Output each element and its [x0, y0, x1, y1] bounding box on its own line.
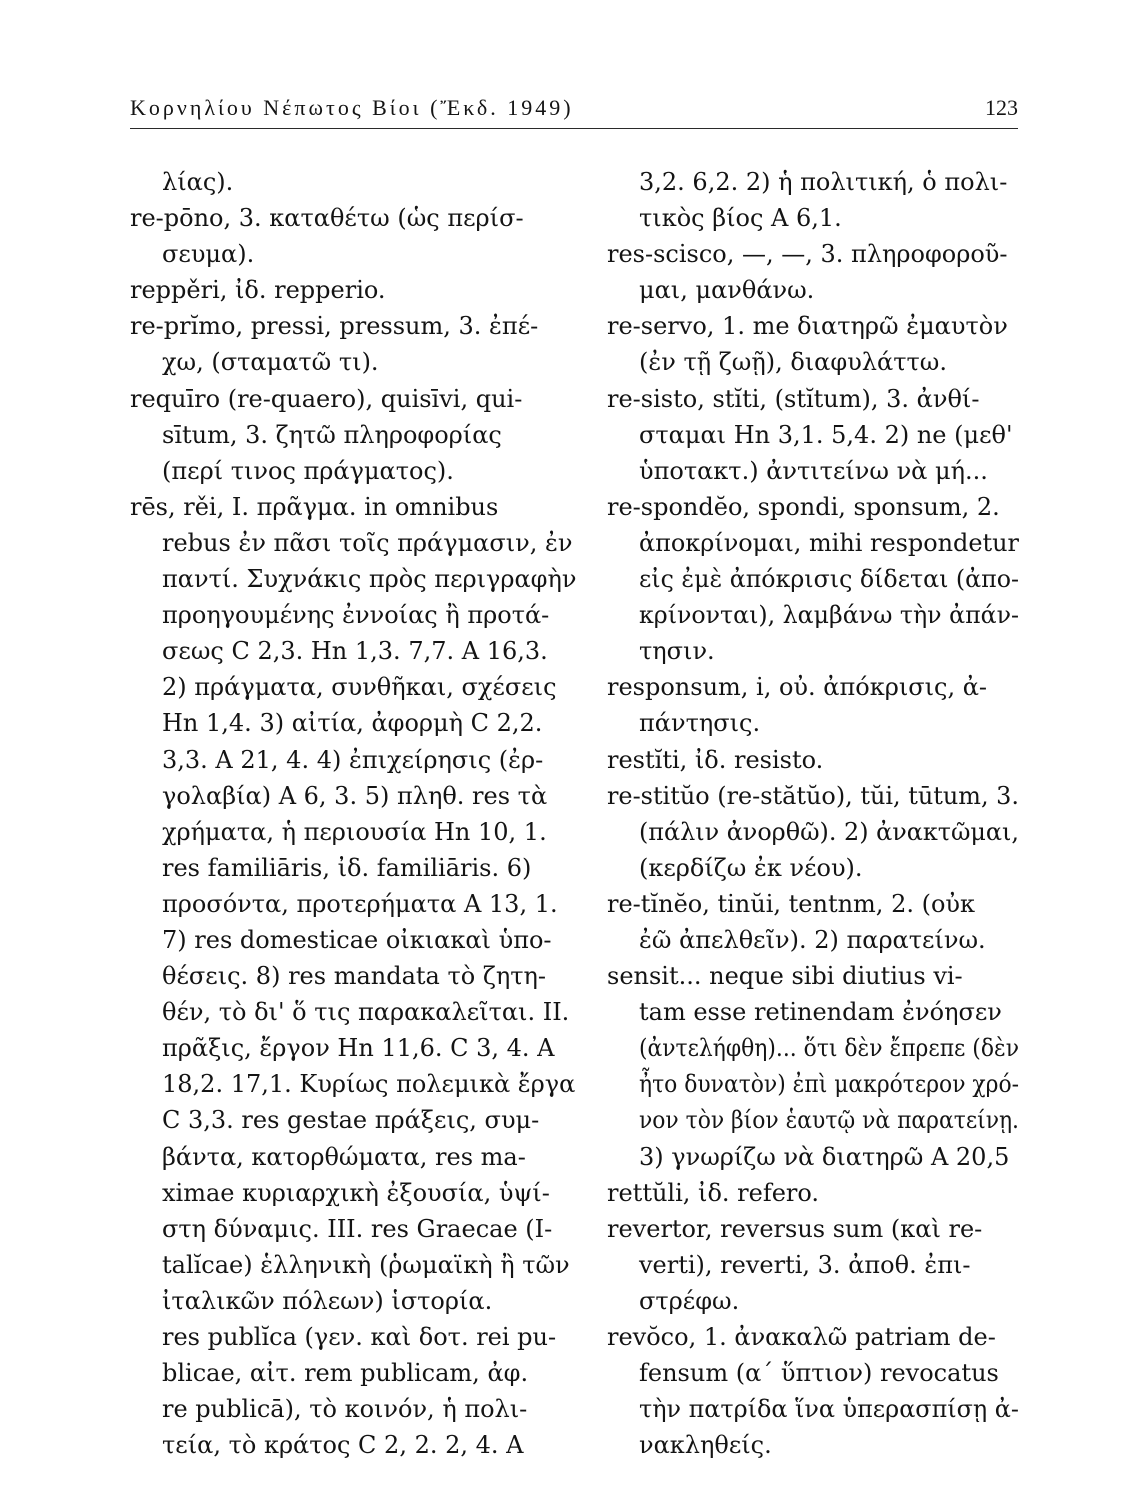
- entry-line: sītum, 3. ζητῶ πληροφορίας: [162, 420, 502, 449]
- left-column: [130, 164, 578, 1463]
- entry-line: γολαβία) A 6, 3. 5) πληθ. res τὰ: [162, 781, 548, 810]
- entry-line: res publĭca (γεν. καὶ δοτ. rei pu-: [162, 1323, 557, 1351]
- entry-line: ximae κυριαρχικὴ ἐξουσία, ὑψί-: [162, 1178, 550, 1207]
- entry-line: sensit... neque sibi diutius vi-: [607, 962, 963, 991]
- entry-line: σταμαι Hn 3,1. 5,4. 2) ne (μεθ': [639, 420, 1013, 449]
- entry-line: πρᾶξις, ἔργον Hn 11,6. C 3, 4. A: [162, 1034, 555, 1063]
- entry-line: blicae, αἰτ. rem publicam, ἀφ.: [162, 1359, 529, 1388]
- entry-line: μαι, μανθάνω.: [639, 276, 815, 305]
- entry-line: reppěri, ἰδ. repperio.: [130, 276, 386, 305]
- entry-line: λίας).: [162, 168, 234, 196]
- entry-line: (κερδίζω ἐκ νέου).: [639, 853, 863, 882]
- entry-line: σευμα).: [162, 240, 255, 269]
- entry-line: revŏco, 1. ἀνακαλῶ patriam de-: [607, 1323, 996, 1351]
- entry-line: re-sisto, stĭti, (stĭtum), 3. ἀνθί-: [607, 384, 980, 413]
- entry-line: res-scisco, —, —, 3. πληροφοροῦ-: [607, 240, 1008, 269]
- entry-line: ἰταλικῶν πόλεων) ἱστορία.: [162, 1286, 493, 1315]
- entry-line: προηγουμένης ἐννοίας ἢ προτά-: [162, 601, 550, 630]
- page-header: [130, 95, 1018, 135]
- right-column: [607, 164, 1019, 1463]
- entry-line: Hn 1,4. 3) αἰτία, ἀφορμὴ C 2,2.: [162, 709, 543, 738]
- entry-line: re publicā), τὸ κοινόν, ἡ πολι-: [162, 1395, 528, 1424]
- entry-line: re-pōno, 3. καταθέτω (ὡς περίσ-: [130, 204, 524, 233]
- running-title: Κορνηλίου Νέπωτος Βίοι (Ἔκδ. 1949): [130, 95, 574, 120]
- entry-line: τὴν πατρίδα ἵνα ὑπερασπίσῃ ἀ-: [639, 1395, 1019, 1424]
- entry-line: ἦτο δυνατὸν) ἐπὶ μακρότερον χρό-: [639, 1070, 1020, 1099]
- entry-line: τησιν.: [639, 637, 715, 666]
- entry-line: πάντησις.: [639, 709, 761, 738]
- entry-line: 18,2. 17,1. Κυρίως πολεμικὰ ἔργα: [162, 1070, 576, 1099]
- entry-line: requīro (re-quaero), quisīvi, qui-: [130, 384, 523, 413]
- entry-line: χω, (σταματῶ τι).: [162, 348, 379, 377]
- entry-line: 7) res domesticae οἰκιακαὶ ὑπο-: [162, 925, 552, 954]
- entry-line: (πάλιν ἀνορθῶ). 2) ἀνακτῶμαι,: [639, 817, 1020, 846]
- entry-line: C 3,3. res gestae πράξεις, συμ-: [162, 1106, 540, 1135]
- entry-line: θέσεις. 8) res mandata τὸ ζητη-: [162, 962, 546, 991]
- entry-line: 3) γνωρίζω νὰ διατηρῶ A 20,5: [639, 1142, 1010, 1171]
- entry-line: rēs, rěi, I. πρᾶγμα. in omnibus: [130, 492, 499, 521]
- entry-line: re-stitŭo (re-stătŭo), tŭi, tūtum, 3.: [607, 781, 1019, 810]
- entry-line: παντί. Συχνάκις πρὸς περιγραφὴν: [162, 565, 577, 594]
- entry-line: re-prĭmo, pressi, pressum, 3. ἐπέ-: [130, 312, 539, 341]
- entry-line: rebus ἐν πᾶσι τοῖς πράγμασιν, ἐν: [162, 528, 573, 557]
- entry-line: fensum (α΄ ὕπτιον) revocatus: [639, 1359, 999, 1388]
- entry-line: στη δύναμις. III. res Graecae (I-: [162, 1214, 553, 1243]
- entry-line: κρίνονται), λαμβάνω τὴν ἀπάν-: [639, 601, 1019, 630]
- entry-line: tam esse retinendam ἐνόησεν: [639, 998, 1002, 1027]
- entry-line: (ἀντελήφθη)... ὅτι δὲν ἔπρεπε (δὲν: [639, 1034, 1019, 1063]
- entry-line: re-spondĕo, spondi, sponsum, 2.: [607, 492, 1000, 521]
- entry-line: τικὸς βίος A 6,1.: [639, 204, 842, 233]
- entry-line: 3,3. A 21, 4. 4) ἐπιχείρησις (ἐρ-: [162, 745, 544, 774]
- entry-line: χρήματα, ἡ περιουσία Hn 10, 1.: [162, 817, 547, 846]
- entry-line: res familiāris, ἰδ. familiāris. 6): [162, 853, 532, 882]
- entry-line: νον τὸν βίον ἑαυτῷ νὰ παρατείνῃ.: [639, 1106, 1019, 1135]
- entry-line: ὑποτακτ.) ἀντιτείνω νὰ μή...: [639, 456, 988, 485]
- page-number: 123: [985, 95, 1018, 120]
- entry-line: (ἐν τῇ ζωῇ), διαφυλάττω.: [639, 348, 947, 377]
- entry-line: βάντα, κατορθώματα, res ma-: [162, 1142, 526, 1171]
- entry-line: εἰς ἐμὲ ἀπόκρισις δίδεται (ἀπο-: [639, 565, 1020, 594]
- entry-line: talĭcae) ἑλληνικὴ (ῥωμαϊκὴ ἢ τῶν: [162, 1250, 570, 1279]
- entry-line: responsum, i, οὐ. ἀπόκρισις, ἀ-: [607, 673, 988, 702]
- entry-line: ἐῶ ἀπελθεῖν). 2) παρατείνω.: [639, 925, 986, 954]
- entry-line: θέν, τὸ δι' ὅ τις παρακαλεῖται. II.: [162, 998, 570, 1027]
- entry-line: verti), reverti, 3. ἀποθ. ἐπι-: [639, 1250, 971, 1279]
- entry-line: re-tĭnĕo, tinŭi, tentnm, 2. (οὐκ: [607, 889, 975, 918]
- entry-line: ἀποκρίνομαι, mihi respondetur: [639, 528, 1019, 557]
- entry-line: re-servo, 1. me διατηρῶ ἐμαυτὸν: [607, 312, 1008, 341]
- entry-line: 3,2. 6,2. 2) ἡ πολιτική, ὁ πολι-: [639, 168, 1008, 196]
- header-rule: [130, 128, 1018, 129]
- entry-line: revertor, reversus sum (καὶ re-: [607, 1214, 983, 1243]
- entry-line: (περί τινος πράγματος).: [162, 456, 454, 485]
- entry-line: τεία, τὸ κράτος C 2, 2. 2, 4. A: [162, 1431, 524, 1460]
- entry-line: σεως C 2,3. Hn 1,3. 7,7. A 16,3.: [162, 637, 548, 666]
- entry-line: προσόντα, προτερήματα A 13, 1.: [162, 889, 558, 918]
- entry-line: 2) πράγματα, συνθῆκαι, σχέσεις: [162, 673, 557, 702]
- entry-line: rettŭli, ἰδ. refero.: [607, 1178, 820, 1207]
- entry-line: νακληθείς.: [639, 1431, 772, 1460]
- entry-line: restĭti, ἰδ. resisto.: [607, 745, 824, 774]
- entry-line: στρέφω.: [639, 1286, 740, 1315]
